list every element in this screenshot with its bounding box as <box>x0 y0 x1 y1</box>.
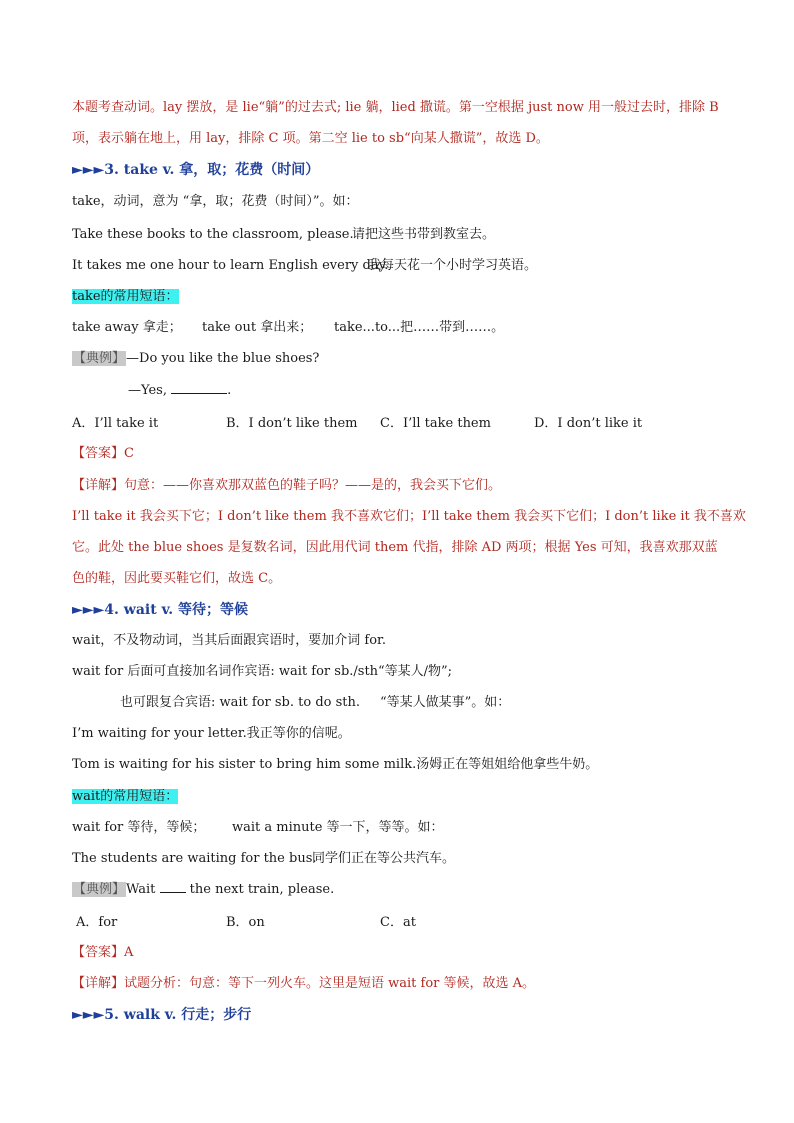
answer-tag: 【答案】 <box>72 446 125 461</box>
phrase-item: wait for 等待，等候； <box>72 820 206 835</box>
phrase-item: take away 拿走； <box>72 320 182 335</box>
example-question <box>72 880 334 900</box>
explanation-line: 本题考查动词。lay 摆放，是 lie“躺”的过去式; lie 躺，lied 撒谎。第一空根据 just now 用一般过去时，排除 B <box>72 100 719 115</box>
option-d[interactable]: D．I don’t like it <box>534 416 643 431</box>
answer-prefix: —Yes, <box>128 383 172 398</box>
answer-value: C <box>124 446 134 461</box>
definition-text: 也可跟复合宾语: wait for sb. to do sth. <box>120 695 361 710</box>
phrase-heading <box>72 287 179 307</box>
answer-line <box>72 444 134 464</box>
explanation-line: 项，表示躺在地上，用 lay，排除 C 项。第二空 lie to sb“向某人撒谎”，故选 D。 <box>72 131 549 146</box>
section-heading-wait: ►►►4. wait v. 等待；等候 <box>72 602 249 618</box>
question-answer-line <box>128 381 231 401</box>
example-sentence: I’m waiting for your letter.我正等你的信呢。 <box>72 726 351 741</box>
example-question <box>72 349 319 369</box>
option-c[interactable]: C．at <box>380 915 416 930</box>
highlighted-word: wait <box>72 789 101 804</box>
definition-text: wait for 后面可直接加名词作宾语: wait for sb./sth <box>72 664 379 679</box>
option-c[interactable]: C．I’ll take them <box>380 416 491 431</box>
option-a[interactable]: A．I’ll take it <box>72 416 159 431</box>
phrase-item: take...to...把……带到……。 <box>334 320 505 335</box>
question-text: —Do you like the blue shoes? <box>126 351 320 366</box>
answer-line <box>72 943 133 963</box>
answer-suffix: . <box>227 383 232 398</box>
example-sentence-en: The students are waiting for the bus. <box>72 851 317 866</box>
highlighted-word: take <box>72 289 101 304</box>
detail-line: I’ll take it 我会买下它；I don’t like them 我不喜欢它们；I’ll take them 我会买下它们；I don’t like it 我不喜欢 <box>72 509 746 524</box>
detail-line <box>72 974 535 994</box>
answer-value: A <box>124 945 134 960</box>
definition-text: wait，不及物动词，当其后面跟宾语时，要加介词 for. <box>72 633 386 648</box>
detail-line: 它。此处 the blue shoes 是复数名词，因此用代词 them 代指，排除 AD 两项；根据 Yes 可知，我喜欢那双蓝 <box>72 540 718 555</box>
example-sentence-zh: 我每天花一个小时学习英语。 <box>368 258 538 273</box>
detail-text: 试题分析：句意：等下一列火车。这里是短语 wait for 等候，故选 A。 <box>124 976 536 991</box>
section-heading-take: ►►►3. take v. 拿，取；花费（时间） <box>72 162 320 178</box>
definition-text: “等某人/物”; <box>378 664 453 679</box>
detail-tag: 【详解】 <box>72 478 125 493</box>
phrase-item: take out 拿出来； <box>202 320 313 335</box>
option-b[interactable]: B．I don’t like them <box>226 416 358 431</box>
option-a[interactable]: A．for <box>76 915 118 930</box>
definition-text: “等某人做某事”。如： <box>380 695 511 710</box>
phrase-item: wait a minute 等一下，等等。如： <box>232 820 444 835</box>
example-tag: 【典例】 <box>73 882 126 897</box>
option-b[interactable]: B．on <box>226 915 265 930</box>
example-tag: 【典例】 <box>73 351 126 366</box>
answer-tag: 【答案】 <box>72 945 125 960</box>
example-sentence: Tom is waiting for his sister to bring him some milk.汤姆正在等姐姐给他拿些牛奶。 <box>72 757 599 772</box>
example-sentence-zh: 请把这些书带到教室去。 <box>352 227 496 242</box>
phrase-heading-label: 的常用短语： <box>100 789 179 804</box>
question-prefix: Wait <box>126 882 160 897</box>
phrase-heading <box>72 787 178 807</box>
question-suffix: the next train, please. <box>185 882 335 897</box>
fill-blank[interactable] <box>160 880 186 893</box>
example-sentence-zh: 同学们正在等公共汽车。 <box>312 851 456 866</box>
detail-tag: 【详解】 <box>72 976 125 991</box>
definition-text: take，动词，意为 “拿，取；花费（时间）”。如： <box>72 194 359 209</box>
phrase-heading-label: 的常用短语： <box>100 289 179 304</box>
section-heading-walk: ►►►5. walk v. 行走；步行 <box>72 1007 252 1023</box>
example-sentence-en: It takes me one hour to learn English every day. <box>72 258 389 273</box>
detail-text: 句意：——你喜欢那双蓝色的鞋子吗？——是的，我会买下它们。 <box>124 478 502 493</box>
fill-blank[interactable] <box>171 381 227 394</box>
example-sentence-en: Take these books to the classroom, please. <box>72 227 354 242</box>
detail-line <box>72 476 501 496</box>
detail-line: 色的鞋，因此要买鞋它们，故选 C。 <box>72 571 282 586</box>
